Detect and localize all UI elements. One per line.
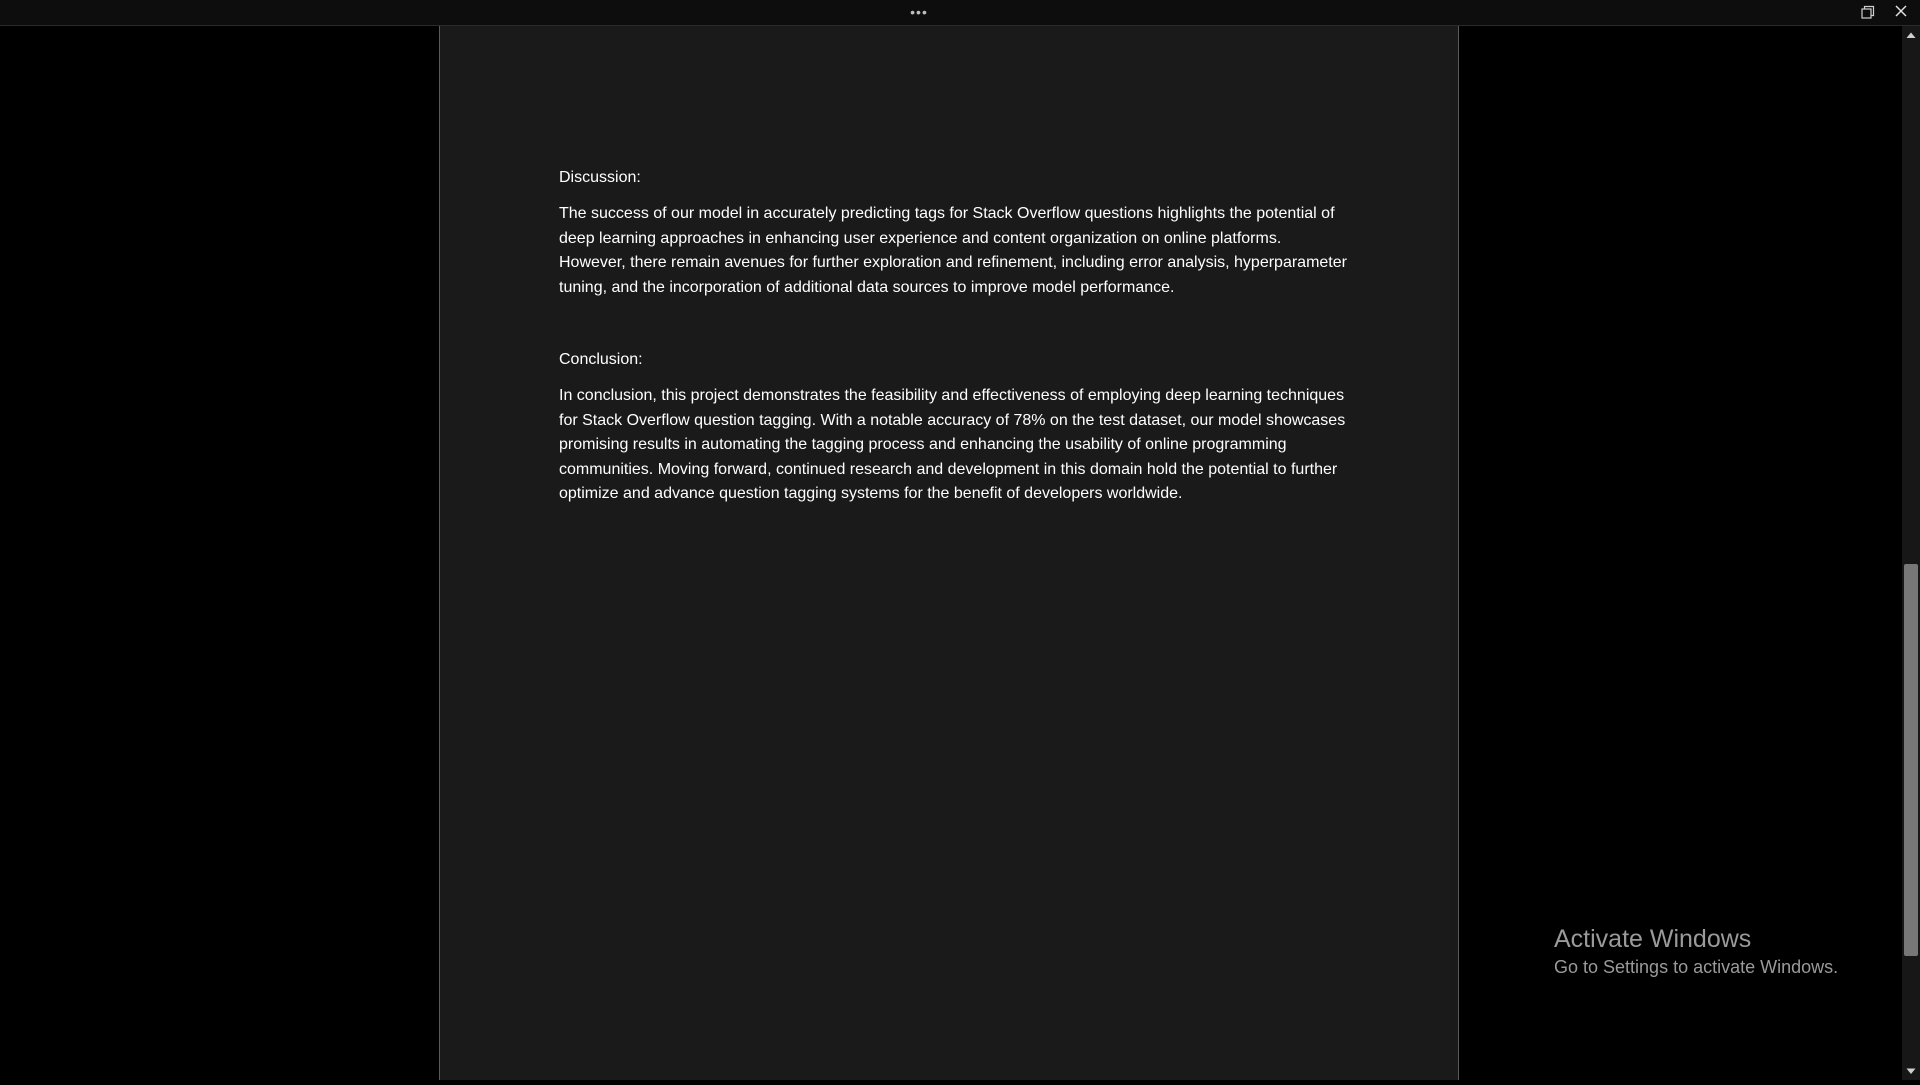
scrollbar-thumb[interactable] (1904, 564, 1918, 956)
vertical-scrollbar[interactable] (1902, 26, 1920, 1080)
watermark-subtitle: Go to Settings to activate Windows. (1554, 957, 1839, 977)
conclusion-paragraph: In conclusion, this project demonstrates the feasibility and effectiveness of employing deep learning techniques for Stack Overflow question tagging. With a notable accuracy of 78% on the test dataset, our model showcases promising results in automating the tagging process and enhancing the usability of online programming communities. Moving forward, continued research and development in this domain hold the potential to further optimize and advance question tagging systems for the benefit of developers worldwide. (559, 387, 1346, 503)
conclusion-heading: Conclusion: (559, 351, 643, 369)
more-options-button[interactable]: ••• (910, 4, 928, 20)
document-content (559, 166, 1349, 506)
document-viewport (0, 26, 1902, 1080)
activate-windows-watermark (1554, 924, 1838, 978)
arrow-down-icon (1902, 1062, 1920, 1080)
scroll-up-button[interactable] (1902, 26, 1920, 44)
restore-icon (1852, 1, 1882, 23)
restore-button[interactable] (1852, 1, 1882, 23)
title-bar (0, 0, 1920, 26)
arrow-up-icon (1902, 26, 1920, 44)
document-page (439, 26, 1459, 1080)
close-button[interactable] (1886, 1, 1916, 23)
close-icon (1886, 1, 1916, 23)
section-spacer (559, 300, 1349, 348)
watermark-title: Activate Windows (1554, 925, 1752, 953)
discussion-paragraph: The success of our model in accurately predicting tags for Stack Overflow questions highlights the potential of deep learning approaches in enhancing user experience and content organization on online platforms. However, there remain avenues for further exploration and refinement, including error analysis, hyperparameter tuning, and the incorporation of additional data sources to improve model performance. (559, 205, 1347, 296)
scroll-down-button[interactable] (1902, 1062, 1920, 1080)
discussion-heading: Discussion: (559, 169, 641, 186)
